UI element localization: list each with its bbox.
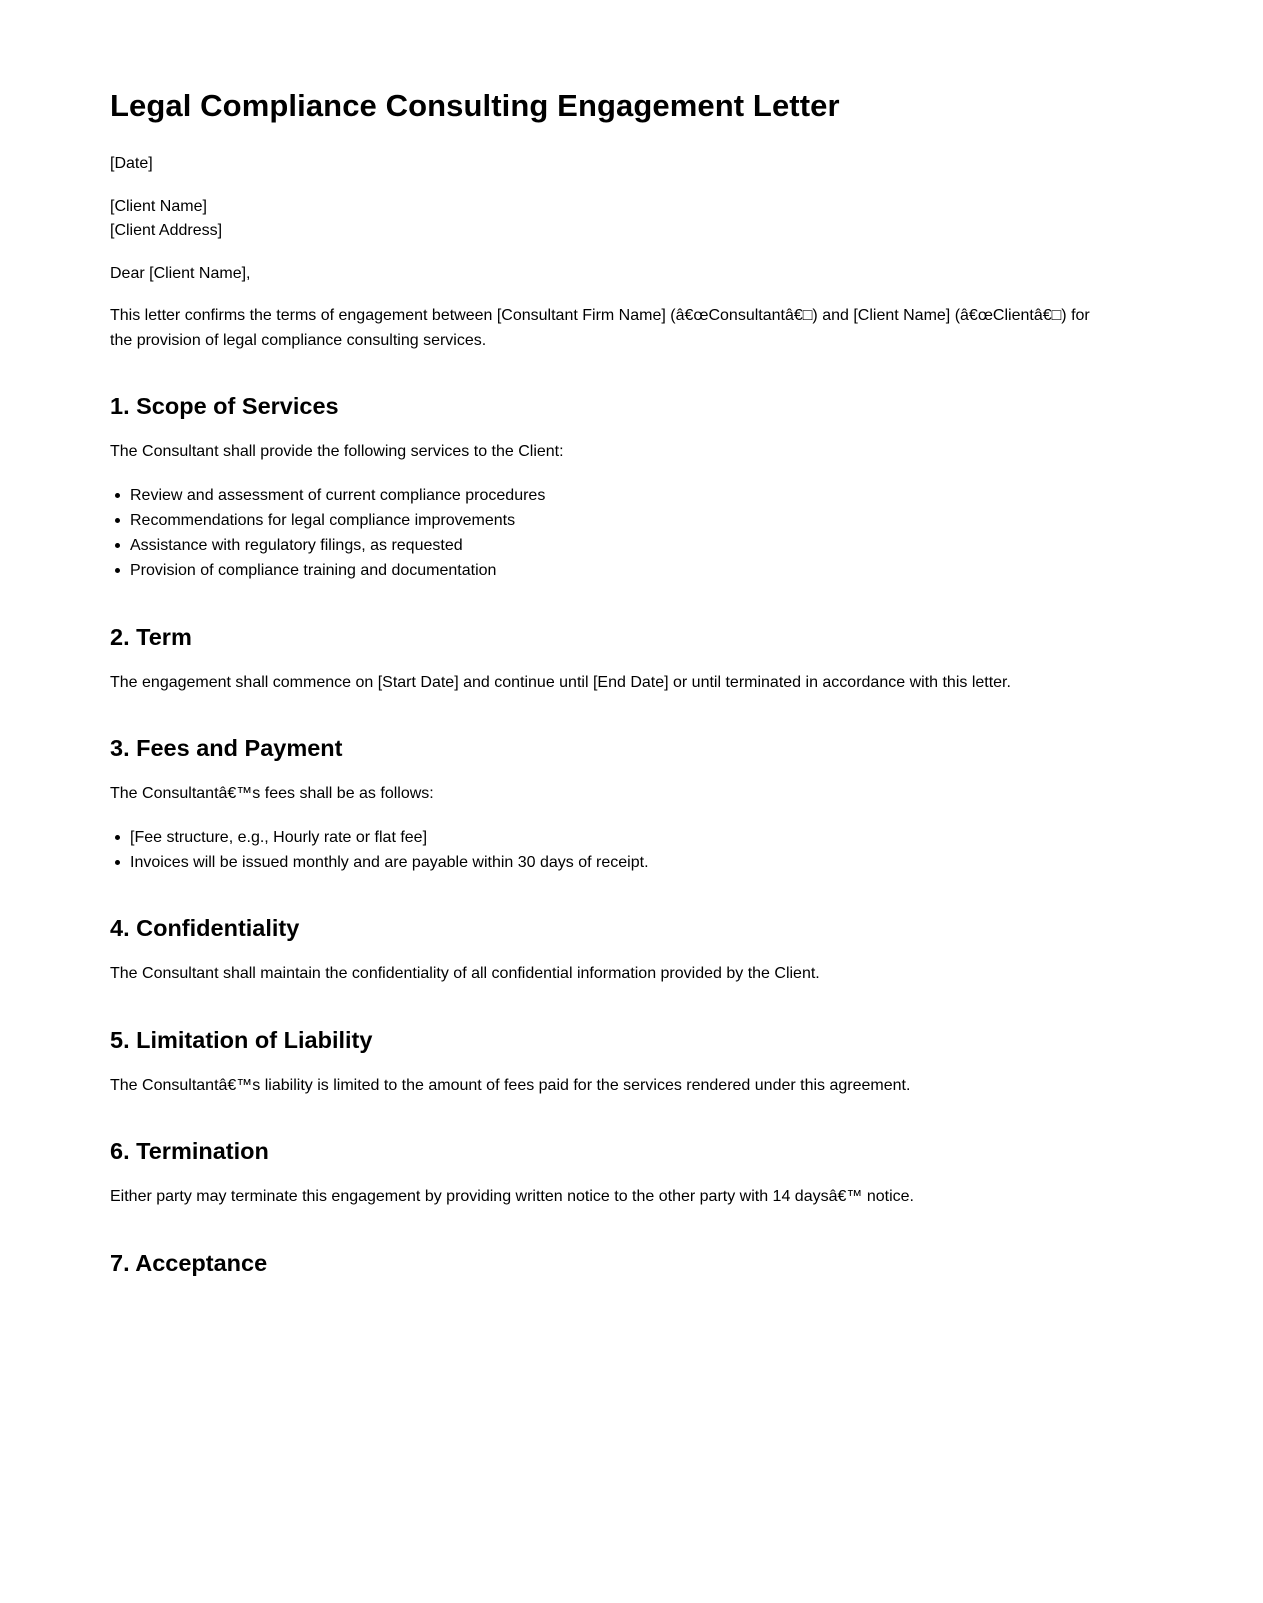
section-acceptance <box>110 1248 1110 1278</box>
section-term <box>110 622 1110 696</box>
bullet-icon <box>115 518 120 523</box>
section-fees-and-payment <box>110 733 1110 875</box>
list-item: Recommendations for legal compliance improvements <box>130 508 1110 533</box>
services-list <box>110 483 1110 584</box>
list-item: Assistance with regulatory filings, as requested <box>130 533 1110 558</box>
section-heading: 3. Fees and Payment <box>110 735 343 762</box>
list-item: Review and assessment of current compliance procedures <box>130 483 1110 508</box>
bullet-icon <box>115 543 120 548</box>
list-item: Invoices will be issued monthly and are payable within 30 days of receipt. <box>130 850 1110 875</box>
client-address-block <box>110 195 1110 244</box>
section-heading: 4. Confidentiality <box>110 915 300 942</box>
section-scope-of-services <box>110 391 1110 584</box>
salutation: Dear [Client Name], <box>110 264 251 282</box>
section-heading: 1. Scope of Services <box>110 393 339 419</box>
section-body: The Consultantâ€™s fees shall be as follows: <box>110 785 434 803</box>
section-limitation-of-liability <box>110 1025 1110 1099</box>
section-heading: 6. Termination <box>110 1138 269 1165</box>
fees-list <box>110 825 1110 876</box>
section-heading: 5. Limitation of Liability <box>110 1026 373 1053</box>
bullet-icon <box>115 860 120 865</box>
document-title: Legal Compliance Consulting Engagement Letter <box>110 88 840 123</box>
bullet-icon <box>115 835 120 840</box>
section-heading: 7. Acceptance <box>110 1249 268 1276</box>
section-heading: 2. Term <box>110 623 192 650</box>
intro-paragraph: This letter confirms the terms of engagement between [Consultant Firm Name] (â€œConsultantâ€□) and [Client Name] (â€œClientâ€□) for the provision of legal compliance consulting services. <box>110 307 1090 349</box>
bullet-icon <box>115 568 120 573</box>
section-termination <box>110 1136 1110 1210</box>
section-body: The engagement shall commence on [Start Date] and continue until [End Date] or until terminated in accordance with this letter. <box>110 673 1011 691</box>
section-body: The Consultantâ€™s liability is limited to the amount of fees paid for the services rendered under this agreement. <box>110 1076 911 1094</box>
section-confidentiality <box>110 913 1110 987</box>
list-item: [Fee structure, e.g., Hourly rate or flat fee] <box>130 825 1110 850</box>
list-item: Provision of compliance training and documentation <box>130 558 1110 583</box>
client-name: [Client Name] <box>110 197 207 215</box>
letter-date: [Date] <box>110 155 153 172</box>
section-body: Either party may terminate this engagement by providing written notice to the other party with 14 daysâ€™ notice. <box>110 1188 914 1206</box>
bullet-icon <box>115 493 120 498</box>
section-body: The Consultant shall provide the following services to the Client: <box>110 443 564 460</box>
section-body: The Consultant shall maintain the confidentiality of all confidential information provided by the Client. <box>110 965 820 983</box>
client-address: [Client Address] <box>110 222 223 239</box>
